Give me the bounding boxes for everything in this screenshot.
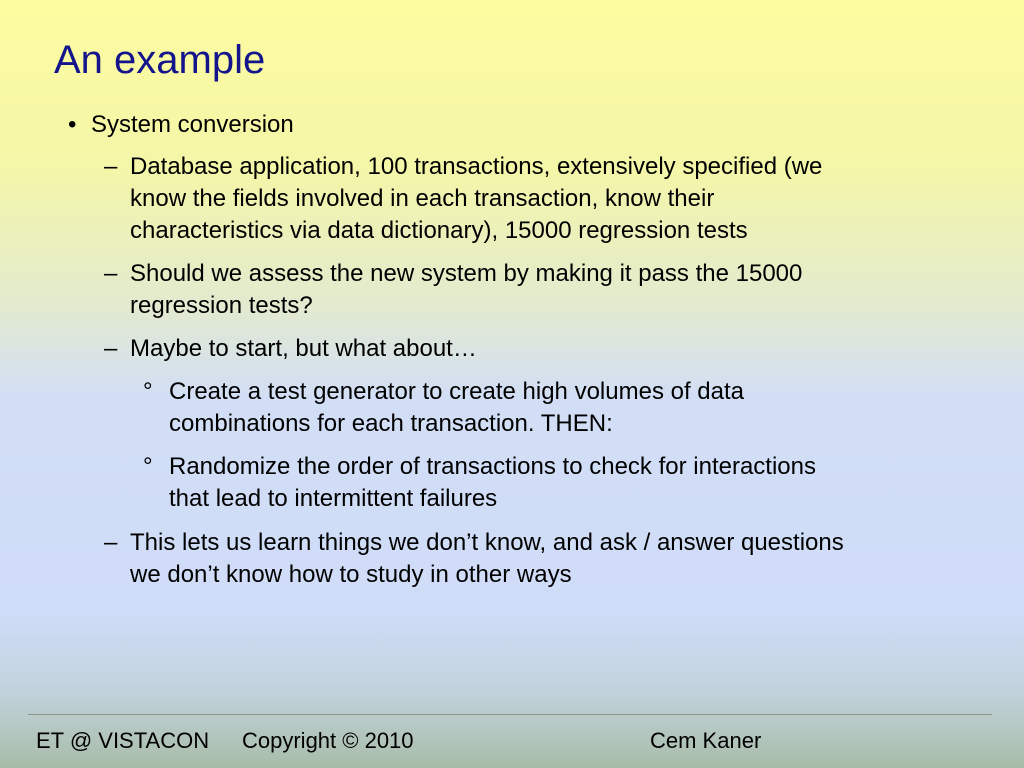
slide-title: An example bbox=[54, 38, 266, 82]
footer-event: ET @ VISTACON bbox=[36, 728, 210, 753]
sub-bullet-marker: ° bbox=[143, 453, 153, 480]
dash-database-line-3: characteristics via data dictionary), 15000 regression tests bbox=[130, 217, 748, 244]
footer-divider bbox=[28, 714, 992, 716]
dash-maybe-line-1: Maybe to start, but what about… bbox=[130, 335, 477, 362]
dash-marker: – bbox=[104, 153, 118, 180]
footer-author: Cem Kaner bbox=[650, 728, 762, 753]
sub-bullet-marker: ° bbox=[143, 378, 153, 405]
sub-generator-line-1: Create a test generator to create high volumes of data bbox=[169, 378, 745, 405]
dash-marker: – bbox=[104, 335, 118, 362]
dash-assess-line-1: Should we assess the new system by making it pass the 15000 bbox=[130, 260, 803, 287]
dash-learn-line-2: we don’t know how to study in other ways bbox=[130, 561, 572, 588]
dash-marker: – bbox=[104, 529, 118, 556]
dash-learn-line-1: This lets us learn things we don’t know, and ask / answer questions bbox=[130, 529, 844, 556]
bullet-marker: • bbox=[68, 111, 77, 138]
sub-randomize-line-1: Randomize the order of transactions to check for interactions bbox=[169, 453, 816, 480]
bullet-system-conversion: System conversion bbox=[91, 111, 294, 138]
dash-database-line-2: know the fields involved in each transaction, know their bbox=[130, 185, 715, 212]
dash-database-line-1: Database application, 100 transactions, extensively specified (we bbox=[130, 153, 823, 180]
dash-marker: – bbox=[104, 260, 118, 287]
footer-copyright: Copyright © 2010 bbox=[242, 728, 414, 753]
dash-assess-line-2: regression tests? bbox=[130, 292, 313, 319]
sub-randomize-line-2: that lead to intermittent failures bbox=[169, 485, 498, 512]
sub-generator-line-2: combinations for each transaction. THEN: bbox=[169, 410, 613, 437]
